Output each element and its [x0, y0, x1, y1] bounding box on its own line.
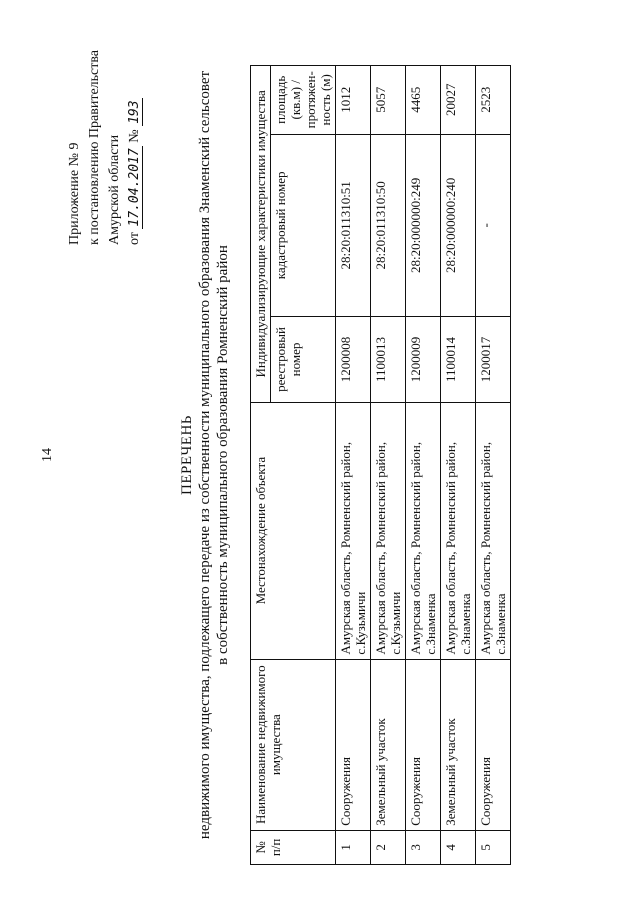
handwritten-date: 17.04.2017	[127, 148, 142, 227]
cell-name: Земельный участок	[441, 659, 476, 830]
cell-cadastral: 28:20:000000:240	[441, 134, 476, 317]
cell-registry: 1100014	[441, 317, 476, 403]
table-row	[336, 66, 371, 865]
property-table	[250, 65, 511, 865]
header-name: Наименование недвижимого имущества	[251, 659, 336, 830]
cell-area: 1012	[336, 66, 371, 135]
page-number: 14	[40, 448, 55, 462]
cell-name: Сооружения	[336, 659, 371, 830]
cell-name: Земельный участок	[371, 659, 406, 830]
cell-cadastral: 28:20:000000:249	[406, 134, 441, 317]
cell-registry: 1200009	[406, 317, 441, 403]
header-characteristics: Индивидуализирующие характеристики имущества	[251, 66, 271, 403]
cell-no: 2	[371, 830, 406, 864]
cell-registry: 1100013	[371, 317, 406, 403]
annex-line-1: Приложение № 9	[67, 142, 82, 245]
handwritten-number: 193	[127, 100, 142, 124]
title-heading: ПЕРЕЧЕНЬ	[179, 415, 195, 495]
cell-no: 1	[336, 830, 371, 864]
cell-registry: 1200017	[476, 317, 511, 403]
table-row	[476, 66, 511, 865]
cell-area: 4465	[406, 66, 441, 135]
table-row	[441, 66, 476, 865]
annex-line-3: Амурской области	[107, 134, 122, 245]
cell-registry: 1200008	[336, 317, 371, 403]
cell-location: Амурская область, Ромненский район, с.Знаменка	[406, 402, 441, 659]
table-row	[406, 66, 441, 865]
cell-no: 5	[476, 830, 511, 864]
cell-area: 2523	[476, 66, 511, 135]
cell-cadastral: -	[476, 134, 511, 317]
date-prefix: от	[127, 232, 142, 245]
header-no: № п/п	[251, 830, 336, 864]
annex-line-2: к постановлению Правительства	[87, 49, 102, 245]
header-location: Местонахождение объекта	[251, 402, 336, 659]
annex-date-line	[125, 15, 145, 245]
cell-cadastral: 28:20:011310:51	[336, 134, 371, 317]
annex-block	[65, 15, 145, 245]
header-cadastral: кадастровый номер	[271, 134, 336, 317]
header-area: площадь (кв.м) / протяжен-ность (м)	[271, 66, 336, 135]
header-registry: реестровый номер	[271, 317, 336, 403]
title-line-1: недвижимого имущества, подлежащего передаче из собственности муниципального образования Знаменский сельсовет	[197, 70, 213, 840]
cell-area: 5057	[371, 66, 406, 135]
document-title	[178, 65, 232, 845]
cell-location: Амурская область, Ромненский район, с.Знаменка	[441, 402, 476, 659]
cell-location: Амурская область, Ромненский район, с.Кузьмичи	[336, 402, 371, 659]
cell-name: Сооружения	[406, 659, 441, 830]
table-row	[371, 66, 406, 865]
cell-location: Амурская область, Ромненский район, с.Знаменка	[476, 402, 511, 659]
cell-location: Амурская область, Ромненский район, с.Кузьмичи	[371, 402, 406, 659]
cell-cadastral: 28:20:011310:50	[371, 134, 406, 317]
number-prefix: №	[127, 129, 142, 143]
cell-no: 3	[406, 830, 441, 864]
cell-area: 20027	[441, 66, 476, 135]
title-line-2: в собственность муниципального образования Ромненский район	[215, 245, 231, 665]
cell-name: Сооружения	[476, 659, 511, 830]
cell-no: 4	[441, 830, 476, 864]
